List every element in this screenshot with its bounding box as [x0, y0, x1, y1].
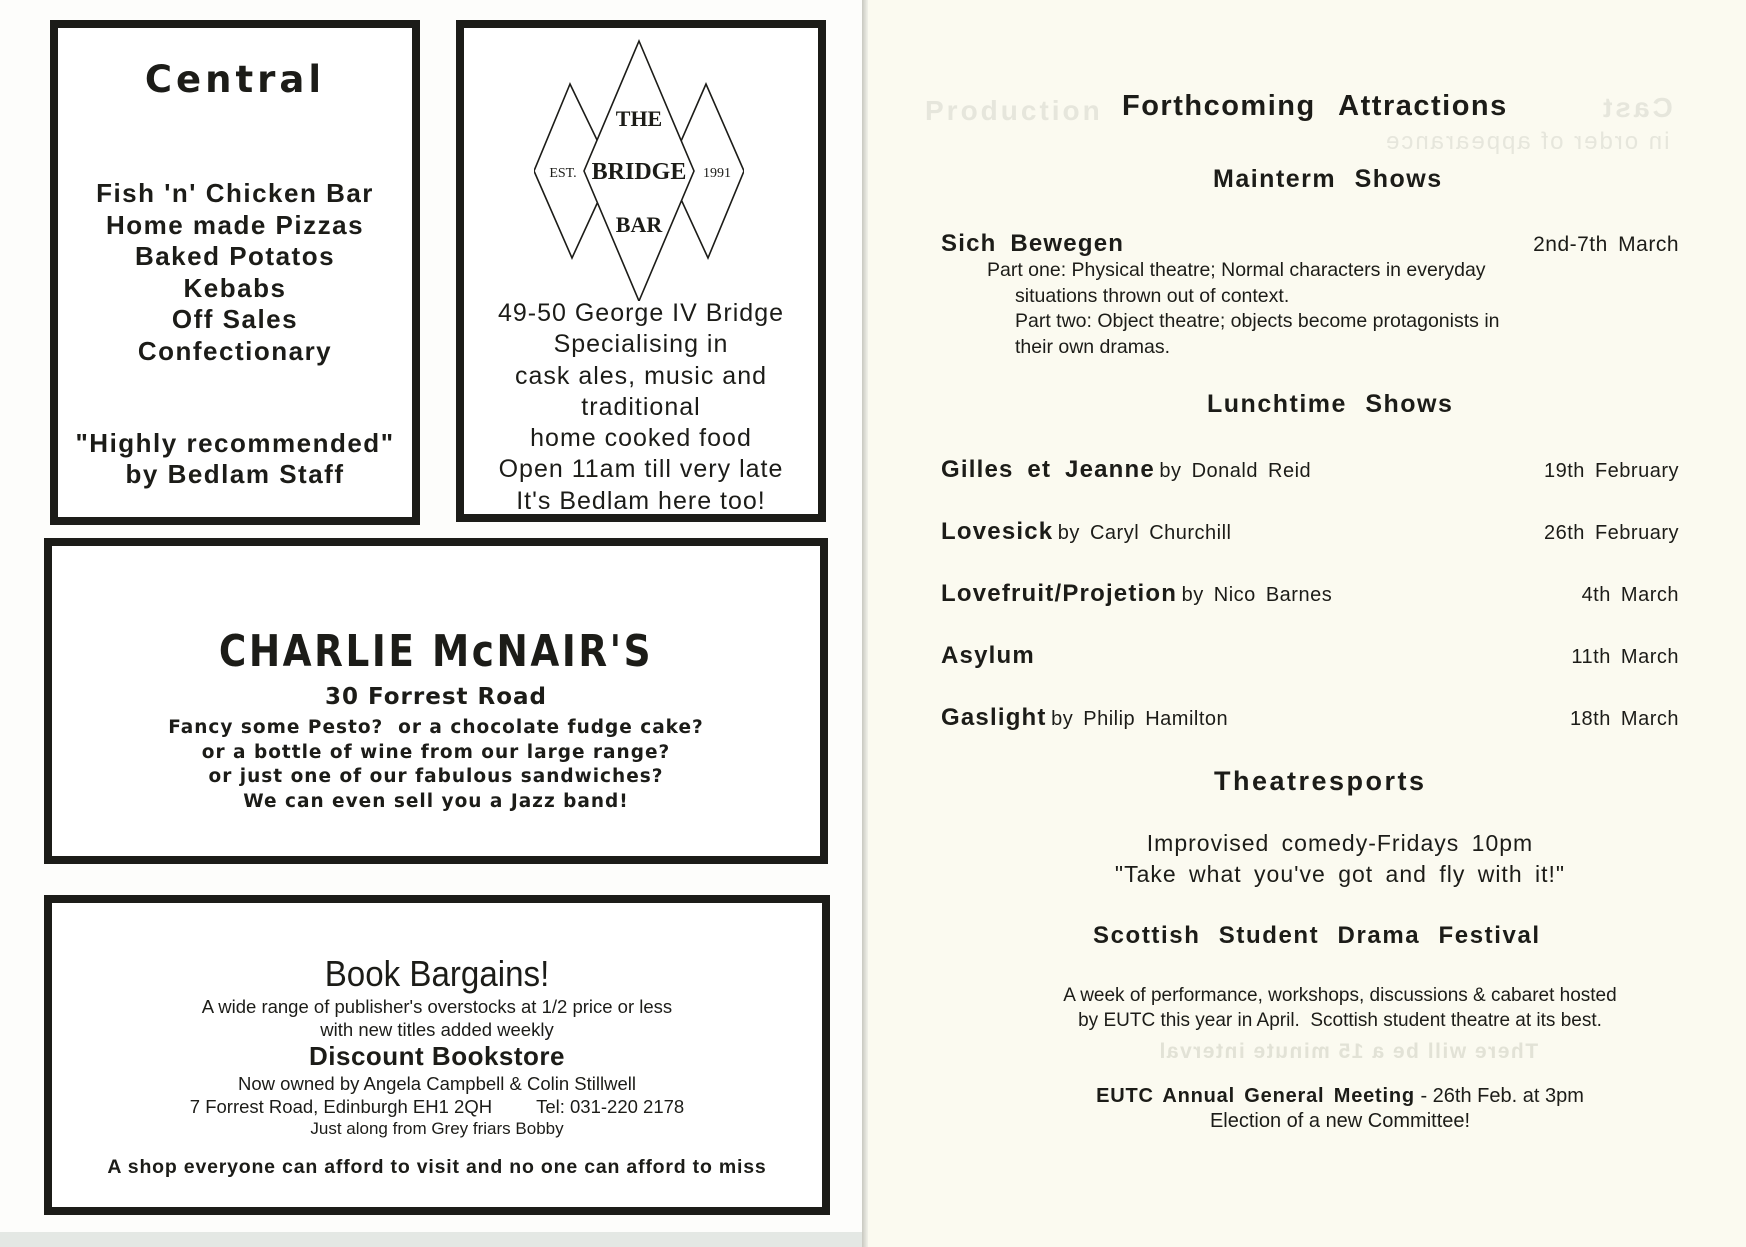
central-item: Fish 'n' Chicken Bar: [96, 178, 374, 208]
description-line: situations thrown out of context.: [1015, 284, 1290, 307]
show-date: 19th February: [1543, 460, 1679, 482]
theatresports-heading: Theatresports: [1214, 766, 1427, 796]
show-title: Lovefruit/Projetion: [941, 580, 1178, 607]
logo-bottom-text: BAR: [615, 212, 663, 237]
show-row: [941, 230, 1679, 258]
ssdf-heading: Scottish Student Drama Festival: [1093, 922, 1541, 949]
logo-middle-text: BRIDGE: [591, 159, 687, 185]
theatresports-line: "Take what you've got and fly with it!": [1114, 861, 1566, 887]
central-item: Confectionary: [137, 335, 333, 366]
central-item: Baked Potatos: [134, 241, 336, 271]
mcnair-line: or a bottle of wine from our large range?: [201, 741, 671, 763]
bookstore-sub: [52, 995, 822, 1041]
mcnair-title: CHARLIE McNAIR'S: [218, 626, 654, 677]
ssdf-line: A week of performance, workshops, discussions & cabaret hosted: [1063, 985, 1617, 1006]
mcnair-address: 30 Forrest Road: [324, 684, 548, 710]
lunchtime-heading: Lunchtime Shows: [1207, 390, 1454, 418]
show-row: [941, 642, 1679, 670]
show-title: Lovesick: [941, 518, 1054, 545]
info-line: 49-50 George IV Bridge: [497, 299, 785, 327]
show-info: [941, 456, 1311, 484]
mainterm-heading: Mainterm Shows: [1213, 165, 1443, 193]
ssdf-description: [1000, 983, 1680, 1033]
bookstore-address: 7 Forrest Road, Edinburgh EH1 2QH: [189, 1095, 493, 1117]
mcnair-line: We can even sell you a Jazz band!: [243, 790, 629, 812]
show-info: [941, 642, 1035, 670]
agm-detail: - 26th Feb. at 3pm: [1414, 1085, 1584, 1107]
show-date: 18th March: [1569, 708, 1679, 730]
show-author: by Donald Reid: [1159, 460, 1312, 482]
description-line: Part one: Physical theatre; Normal characters in everyday: [987, 259, 1486, 281]
info-line: traditional: [581, 392, 701, 421]
bookstore-ad: [44, 895, 830, 1215]
show-date: 26th February: [1543, 522, 1679, 544]
show-info: [941, 580, 1332, 608]
show-author: by Philip Hamilton: [1051, 708, 1229, 730]
show-row: [941, 580, 1679, 608]
info-line: Open 11am till very late: [498, 455, 784, 484]
show-date: 2nd-7th March: [1533, 233, 1679, 256]
bookstore-sub-line: A wide range of publisher's overstocks at 1/2 price or less: [201, 996, 673, 1017]
agm-title: EUTC Annual General Meeting: [1096, 1085, 1415, 1107]
bookstore-tel: Tel: 031-220 2178: [536, 1095, 685, 1117]
mcnair-ad: [44, 538, 828, 864]
show-author: by Caryl Churchill: [1057, 522, 1232, 544]
bookstore-directions: Just along from Grey friars Bobby: [310, 1119, 564, 1138]
bookstore-tagline: A shop everyone can afford to visit and no one can afford to miss: [107, 1156, 767, 1178]
agm-notice: [1000, 1084, 1680, 1134]
ssdf-line: by EUTC this year in April. Scottish student theatre at its best.: [1078, 1010, 1602, 1031]
show-row: [941, 456, 1679, 484]
quote-line: "Highly recommended": [75, 428, 395, 458]
show-date: 11th March: [1571, 646, 1679, 668]
logo-right-text: 1991: [703, 166, 731, 181]
show-title: Gaslight: [941, 704, 1047, 731]
show-title: Asylum: [941, 642, 1035, 669]
info-line: home cooked food: [530, 424, 752, 453]
show-row: [941, 518, 1679, 546]
bookstore-headline: Book Bargains!: [324, 953, 550, 994]
show-through-footer: There will be a 15 minute interval: [1158, 1040, 1539, 1063]
agm-note: Election of a new Committee!: [1209, 1110, 1471, 1132]
bridge-bar-info: [464, 298, 818, 517]
page-spine: [862, 0, 868, 1247]
show-through-heading-right: Cast: [1600, 92, 1673, 123]
bridge-bar-ad: [456, 20, 826, 522]
bridge-bar-logo: [534, 36, 744, 301]
logo-top-text: THE: [615, 106, 663, 131]
central-item: Kebabs: [183, 272, 287, 303]
central-quote: [58, 428, 412, 490]
mcnair-line: Fancy some Pesto? or a chocolate fudge cake?: [168, 717, 704, 738]
show-info: [941, 518, 1232, 546]
central-items: [58, 178, 412, 367]
show-date: 4th March: [1581, 584, 1679, 606]
page-title: Forthcoming Attractions: [1122, 90, 1508, 122]
show-title: Sich Bewegen: [941, 230, 1125, 257]
central-item: Off Sales: [171, 304, 299, 334]
bookstore-sub-line: with new titles added weekly: [320, 1019, 554, 1040]
info-line: cask ales, music and: [514, 361, 768, 390]
theatresports-details: [1000, 828, 1680, 890]
info-line: It's Bedlam here too!: [516, 486, 766, 515]
show-through-subheading: in order of appearance: [1384, 128, 1670, 155]
info-line: Specialising in: [553, 330, 729, 359]
mcnair-lines: [52, 716, 820, 814]
scan-edge: [0, 1232, 866, 1247]
show-title: Gilles et Jeanne: [941, 456, 1155, 483]
show-author: by Nico Barnes: [1181, 584, 1333, 606]
central-title: Central: [144, 58, 326, 101]
agm-line: [1000, 1084, 1680, 1109]
description-line: Part two: Object theatre; objects become protagonists in: [1015, 310, 1500, 332]
central-ad: [50, 20, 420, 525]
theatresports-line: Improvised comedy-Fridays 10pm: [1146, 830, 1534, 856]
show-info: [941, 704, 1228, 732]
description-line: their own dramas.: [1015, 335, 1170, 358]
mcnair-line: or just one of our fabulous sandwiches?: [208, 766, 664, 787]
bookstore-details: [52, 1073, 822, 1141]
bookstore-contact: [52, 1096, 822, 1119]
show-through-heading-left: Production: [925, 95, 1103, 126]
show-description: [987, 258, 1675, 360]
bookstore-owners: Now owned by Angela Campbell & Colin Stillwell: [238, 1073, 636, 1094]
show-row: [941, 704, 1679, 732]
logo-left-text: EST.: [549, 166, 577, 181]
central-item: Home made Pizzas: [105, 209, 365, 240]
bookstore-name: Discount Bookstore: [308, 1041, 566, 1071]
quote-line: by Bedlam Staff: [125, 459, 345, 489]
